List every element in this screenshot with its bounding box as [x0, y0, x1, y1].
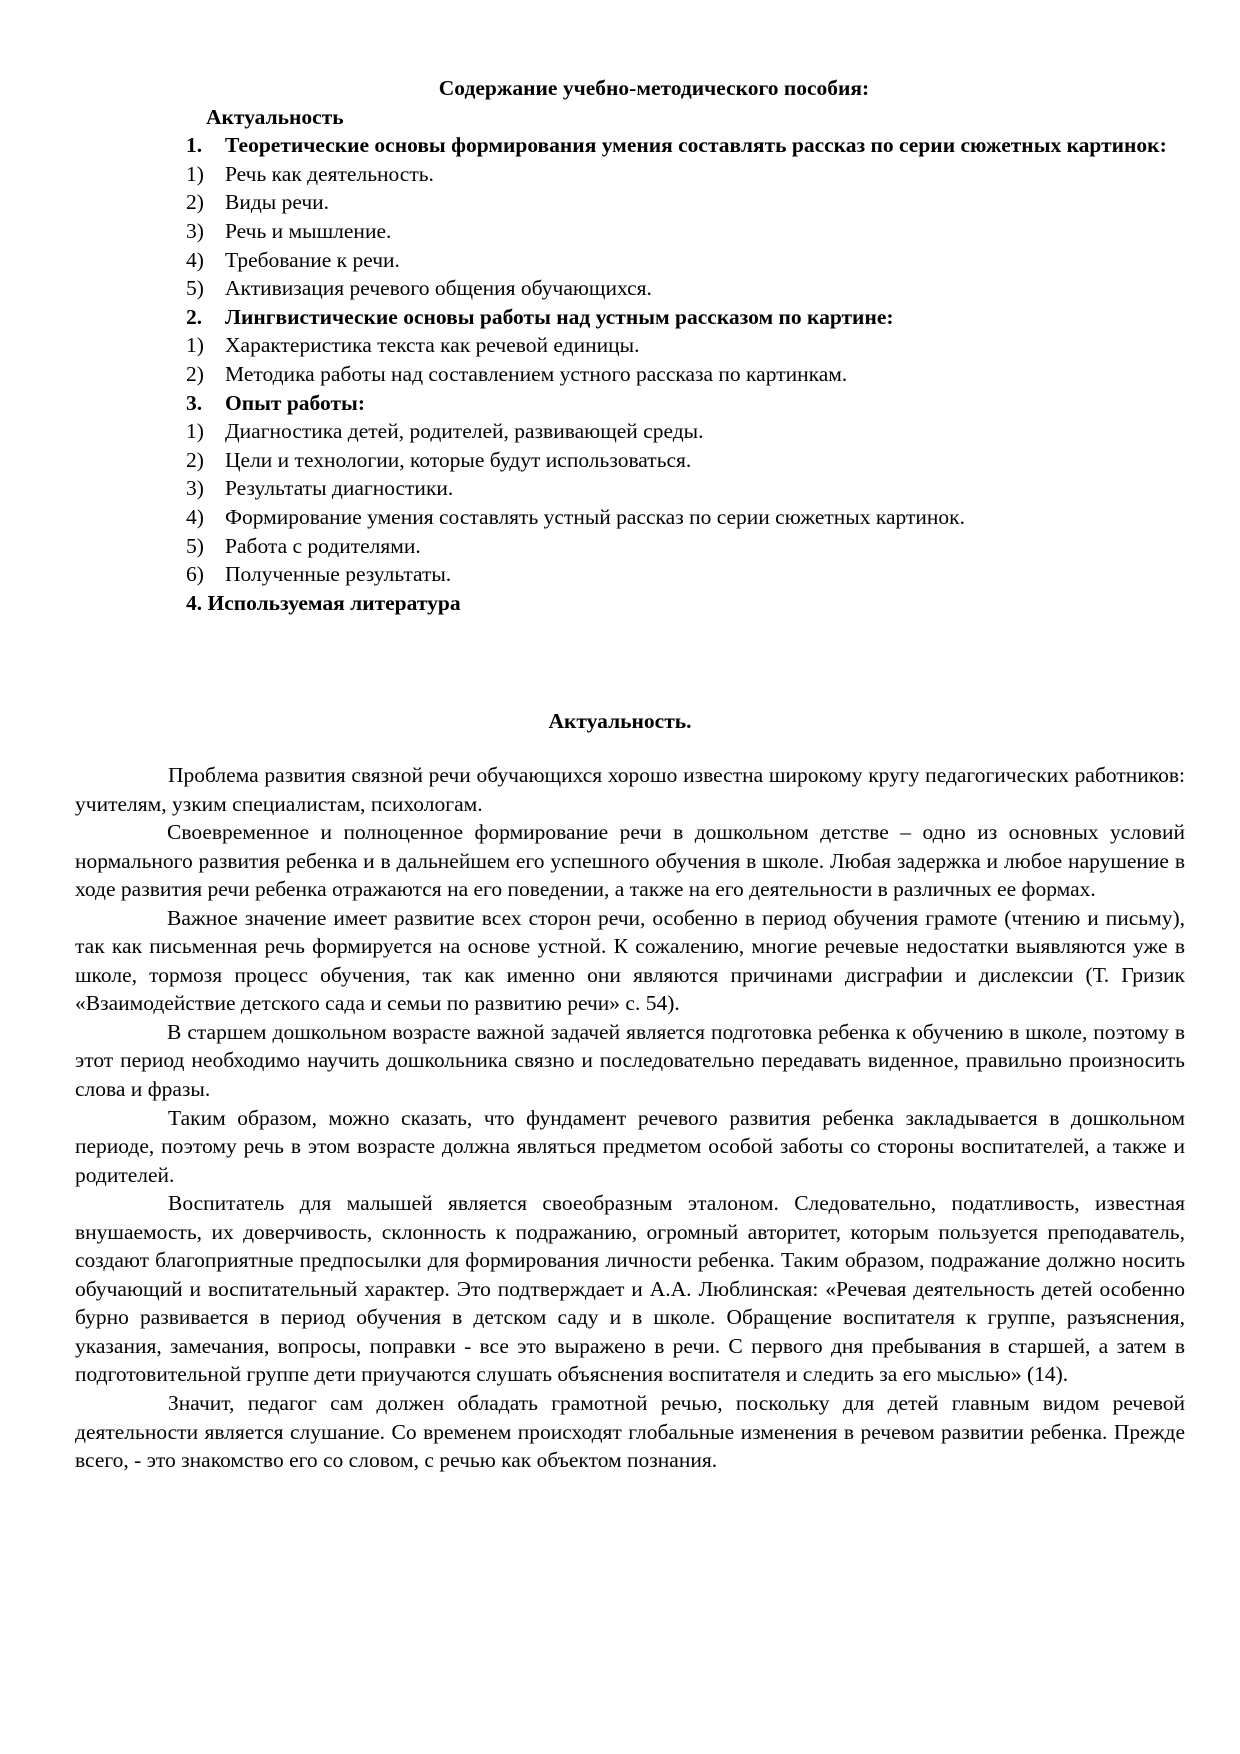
toc-item-number: 3)	[186, 218, 204, 243]
paragraph: Важное значение имеет развитие всех сторон речи, особенно в период обучения грамоте (чтению и письму), так как письменная речь формируется на основе устной. К сожалению, многие речевые недостатки выявляются уже в школе, тормозя процесс обучения, так как именно они являются причинами дисграфии и дислексии (Т. Гризик «Взаимодействие детского сада и семьи по развитию речи» с. 54).	[75, 905, 1185, 1016]
toc-item-text: Речь и мышление.	[225, 218, 392, 243]
toc-item-number: 5)	[186, 533, 204, 558]
toc-item-text: Активизация речевого общения обучающихся.	[225, 276, 652, 301]
toc-item-text: Полученные результаты.	[225, 562, 452, 587]
toc-item-text: Работа с родителями.	[225, 533, 421, 558]
paragraph: Проблема развития связной речи обучающихся хорошо известна широкому кругу педагогических работников: учителям, узким специалистам, психологам.	[75, 763, 1185, 816]
toc-section-title: Лингвистические основы работы над устным рассказом по картине:	[225, 304, 894, 329]
toc-item	[0, 188, 1240, 217]
toc-item-number: 6)	[186, 562, 204, 587]
toc-section-number: 2.	[186, 304, 203, 329]
toc-intro: Актуальность	[206, 104, 344, 129]
paragraph: Своевременное и полноценное формирование речи в дошкольном детстве – одно из основных условий нормального развития ребенка и в дальнейшем его успешного обучения в школе. Любая задержка и любое нарушение в ходе развития речи ребенка отражаются на его поведении, а также на его деятельности в различных ее формах.	[75, 820, 1185, 902]
toc-item-text: Диагностика детей, родителей, развивающей среды.	[225, 419, 704, 444]
toc-item-number: 4)	[186, 247, 204, 272]
toc-item	[0, 217, 1240, 246]
toc-title: Содержание учебно-методического пособия:	[438, 76, 870, 100]
toc-item-number: 4)	[186, 504, 204, 529]
toc-item	[0, 274, 1240, 303]
toc-item	[0, 417, 1240, 446]
paragraph: Воспитатель для малышей является своеобразным эталоном. Следовательно, податливость, известная внушаемость, их доверчивость, склонность к подражанию, огромный авторитет, которым пользуется преподаватель, создают благоприятные предпосылки для формирования личности ребенка. Таким образом, подражание должно носить обучающий и воспитательный характер. Это подтверждает и А.А. Люблинская: «Речевая деятельность детей особенно бурно развивается в период обучения в детском саду и в школе. Обращение воспитателя к группе, разъяснения, указания, замечания, вопросы, поправки - все это выражено в речи. С первого дня пребывания в старшей, а затем в подготовительной группе дети приучаются слушать объяснения воспитателя и следить за его мыслью» (14).	[75, 1191, 1185, 1387]
toc-item-text: Цели и технологии, которые будут использоваться.	[225, 447, 692, 472]
toc-item	[0, 446, 1240, 475]
toc-item-text: Виды речи.	[225, 190, 330, 215]
toc-section-number: 1.	[186, 133, 203, 158]
toc-literature: 4. Используемая литература	[186, 590, 461, 615]
toc-item-text: Требование к речи.	[225, 247, 400, 272]
toc-item	[0, 360, 1240, 389]
toc-item	[0, 246, 1240, 275]
toc-item	[0, 331, 1240, 360]
toc-item	[0, 503, 1240, 532]
toc-item-number: 2)	[186, 447, 204, 472]
paragraph: Значит, педагог сам должен обладать грамотной речью, поскольку для детей главным видом речевой деятельности является слушание. Со временем происходят глобальные изменения в речевом развитии ребенка. Прежде всего, - это знакомство его со словом, с речью как объектом познания.	[75, 1391, 1185, 1473]
toc-item-number: 2)	[186, 361, 204, 386]
toc-section-2	[0, 303, 1240, 332]
toc-item-number: 1)	[186, 333, 204, 358]
toc-item-number: 3)	[186, 476, 204, 501]
toc-item-number: 1)	[186, 419, 204, 444]
paragraph: В старшем дошкольном возрасте важной задачей является подготовка ребенка к обучению в школе, поэтому в этот период необходимо научить дошкольника связно и последовательно передавать виденное, правильно произносить слова и фразы.	[75, 1019, 1185, 1102]
toc-item	[0, 160, 1240, 189]
toc-item-number: 1)	[186, 161, 204, 186]
toc-item	[0, 532, 1240, 561]
section-body	[75, 761, 1185, 1475]
toc-section-1	[0, 131, 1240, 160]
toc-item-number: 5)	[186, 276, 204, 301]
toc-item-text: Методика работы над составлением устного рассказа по картинкам.	[225, 361, 848, 386]
section-heading: Актуальность.	[548, 709, 692, 733]
toc-section-3	[0, 389, 1240, 418]
toc-item-text: Речь как деятельность.	[225, 161, 434, 186]
toc-item-text: Результаты диагностики.	[225, 476, 454, 501]
toc-item-text: Характеристика текста как речевой единицы.	[225, 333, 640, 358]
toc-section-number: 3.	[186, 390, 203, 415]
toc-item	[0, 560, 1240, 589]
table-of-contents	[0, 74, 1240, 617]
toc-item	[0, 474, 1240, 503]
toc-item-number: 2)	[186, 190, 204, 215]
toc-section-title: Опыт работы:	[225, 390, 365, 415]
toc-section-title: Теоретические основы формирования умения составлять рассказ по серии сюжетных картинок:	[225, 133, 1167, 158]
toc-item-text: Формирование умения составлять устный рассказ по серии сюжетных картинок.	[225, 504, 965, 529]
paragraph: Таким образом, можно сказать, что фундамент речевого развития ребенка закладывается в дошкольном периоде, поэтому речь в этом возрасте должна являться предметом особой заботы со стороны воспитателей, а также и родителей.	[75, 1105, 1185, 1187]
